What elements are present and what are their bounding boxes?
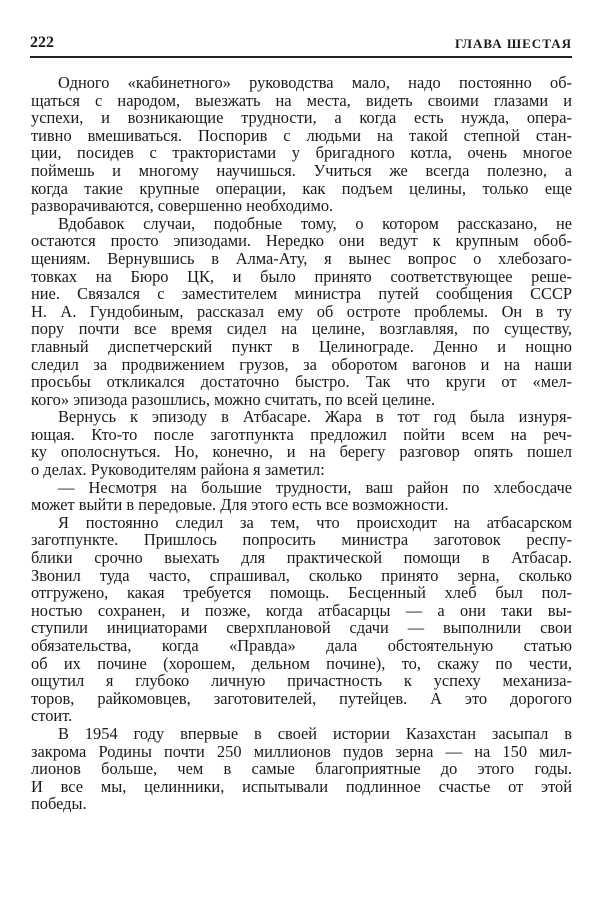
paragraph — [31, 514, 572, 725]
text-line: ции, посидев с трактористами у бригадного котла, очень многое — [31, 143, 572, 163]
text-line: — Несмотря на большие трудности, ваш район по хлебосдаче — [58, 477, 572, 497]
text-line: ощутил я глубоко личную причастность к успеху механиза- — [31, 671, 572, 691]
paragraph — [31, 725, 572, 813]
text-line: Звонил туда часто, спрашивал, сколько принято зерна, сколько — [31, 565, 572, 585]
text-line: отгружено, какая требуется помощь. Бесценный хлеб был пол- — [31, 583, 572, 603]
text-line: пору почти все время сидел на целине, возглавляя, по существу, — [31, 319, 572, 339]
text-line: может выйти в передовые. Для этого есть все возможности. — [31, 495, 449, 515]
text-line: разворачиваются, совершенно необходимо. — [31, 196, 334, 216]
text-line: о делах. Руководителям района я заметил: — [31, 460, 325, 480]
text-line: тивно вмешиваться. Поспорив с людьми на такой степной стан- — [31, 125, 572, 145]
paragraph — [31, 479, 572, 514]
text-line: ние. Связался с заместителем министра путей сообщения СССР — [31, 284, 572, 304]
text-line: товках на Бюро ЦК, и было принято соответствующее реше- — [31, 266, 572, 286]
text-line: следил за продвижением грузов, за оборотом вагонов и на наши — [31, 354, 572, 374]
text-line: блики срочно выехать для практической помощи в Атбасар. — [31, 548, 572, 568]
text-line: главный диспетчерский пункт в Целинограде. Денно и нощно — [31, 336, 572, 356]
paragraph — [31, 74, 572, 215]
text-line: щаться с народом, выезжать на места, видеть своими глазами и — [31, 90, 572, 110]
paragraph — [31, 408, 572, 478]
text-line: стоит. — [31, 706, 73, 726]
text-line: Вернусь к эпизоду в Атбасаре. Жара в тот год была изнуря- — [58, 407, 572, 427]
text-line: торов, райкомовцев, заготовителей, путейцев. А это дорогого — [31, 688, 572, 708]
text-line: Н. А. Гундобиным, рассказал ему об остроте проблемы. Он в ту — [31, 301, 572, 321]
running-head: ГЛАВА ШЕСТАЯ — [454, 36, 572, 51]
text-line: Одного «кабинетного» руководства мало, надо постоянно об- — [58, 73, 572, 92]
text-line: поймешь и многому научишься. Учиться же всегда полезно, а — [31, 160, 572, 180]
text-line: когда такие крупные операции, как подъем целины, только еще — [31, 178, 572, 198]
header-rule — [30, 56, 572, 58]
text-line: заготпункте. Пришлось попросить министра заготовок респу- — [31, 530, 572, 550]
text-line: обязательства, когда «Правда» дала обстоятельную статью — [31, 636, 572, 655]
text-line: ку ополоснуться. Но, конечно, и на берегу разговор опять пошел — [31, 442, 572, 462]
text-line: Я постоянно следил за тем, что происходит на атбасарском — [58, 512, 572, 532]
text-line: щениям. Вернувшись в Алма-Ату, я вынес вопрос о хлебозаго- — [31, 248, 572, 268]
body-text — [31, 74, 572, 813]
text-line: об их почине (хорошем, дельном почине), то, скажу по чести, — [31, 653, 572, 673]
text-line: ступили инициаторами сверхплановой сдачи — выполнили свои — [31, 618, 572, 638]
text-line: ющая. Кто-то после заготпункта предложил пойти всем на реч- — [31, 424, 572, 444]
text-line: победы. — [31, 794, 87, 814]
text-line: В 1954 году впервые в своей истории Казахстан засыпал в — [58, 723, 572, 743]
text-line: просьбы откликался достаточно быстро. Так что круги от «мел- — [31, 372, 572, 392]
text-line: лионов больше, чем в самые благоприятные до этого годы. — [31, 759, 572, 779]
text-line: ностью сохранен, и позже, когда атбасарцы — а они таки вы- — [31, 600, 572, 620]
text-line: И все мы, целинники, испытывали подлинное счастье от этой — [31, 776, 572, 796]
text-line: Вдобавок случаи, подобные тому, о котором рассказано, не — [58, 213, 572, 233]
text-line: остаются просто эпизодами. Нередко они ведут к крупным обоб- — [31, 231, 572, 251]
page-number: 222 — [30, 34, 54, 51]
text-line: успехи, и возникающие трудности, а когда есть нужда, опера- — [31, 108, 572, 128]
text-line: кого» эпизода разошлись, можно считать, по всей целине. — [31, 389, 436, 409]
page-header — [30, 34, 572, 54]
paragraph — [31, 215, 572, 409]
text-line: закрома Родины почти 250 миллионов пудов зерна — на 150 мил- — [31, 741, 572, 761]
